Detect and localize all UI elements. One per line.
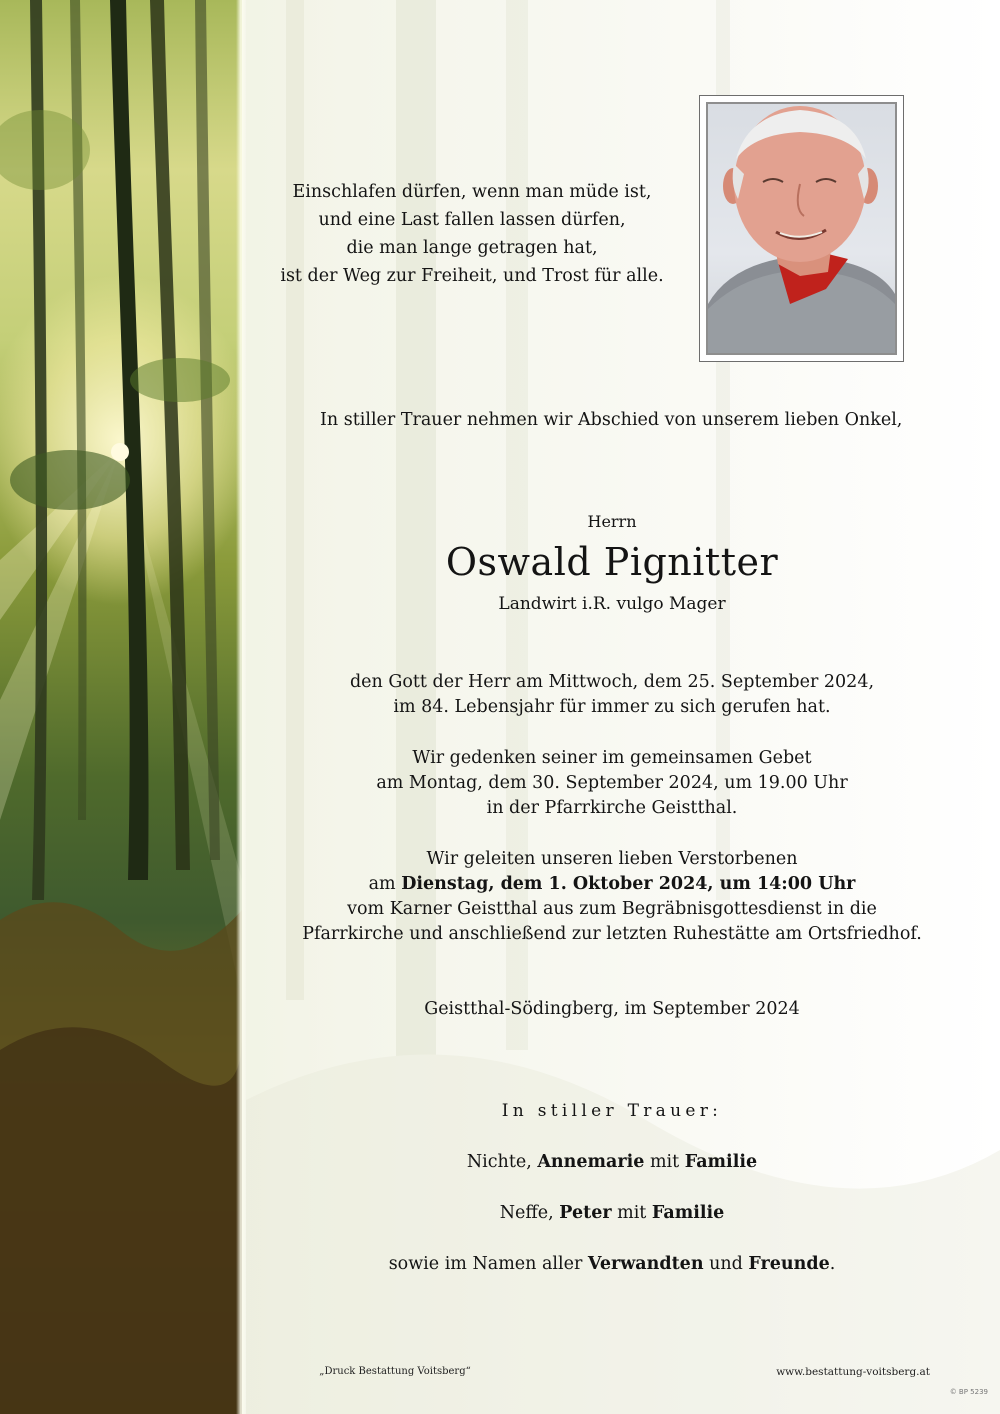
document-code: © BP 5239 bbox=[949, 1388, 988, 1396]
farewell-text: In stiller Trauer nehmen wir Abschied von unserem lieben Onkel, bbox=[320, 410, 903, 430]
mourner-entry bbox=[312, 1203, 912, 1223]
mourner-name: Verwandten bbox=[587, 1254, 704, 1274]
funeral-line: vom Karner Geistthal aus zum Begräbnisgottesdienst in die bbox=[347, 899, 877, 919]
forest-divider bbox=[236, 0, 246, 1414]
deceased-occupation: Landwirt i.R. vulgo Mager bbox=[498, 594, 726, 614]
prayer-notice bbox=[312, 746, 912, 821]
verse-line: und eine Last fallen lassen dürfen, bbox=[318, 210, 626, 230]
place-and-date: Geistthal-Södingberg, im September 2024 bbox=[424, 999, 800, 1019]
mourner-relation: Neffe, bbox=[499, 1203, 560, 1223]
portrait-illustration bbox=[708, 104, 895, 353]
prayer-line: in der Pfarrkirche Geistthal. bbox=[486, 798, 738, 818]
salutation: Herrn bbox=[587, 512, 637, 531]
portrait-frame bbox=[699, 95, 904, 362]
mourner-name: Peter bbox=[559, 1203, 612, 1223]
mourner-family: Familie bbox=[651, 1203, 725, 1223]
mourner-name: Annemarie bbox=[537, 1152, 645, 1172]
funeral-line: Pfarrkirche und anschließend zur letzten Ruhestätte am Ortsfriedhof. bbox=[302, 924, 922, 944]
prayer-line: Wir gedenken seiner im gemeinsamen Gebet bbox=[412, 748, 812, 768]
verse-line: Einschlafen dürfen, wenn man müde ist, bbox=[292, 182, 652, 202]
website-link[interactable]: www.bestattung-voitsberg.at bbox=[776, 1366, 930, 1378]
mourner-connector: und bbox=[703, 1254, 749, 1274]
mourner-family: Freunde bbox=[748, 1254, 830, 1274]
funeral-line: Wir geleiten unseren lieben Verstorbenen bbox=[426, 849, 798, 869]
mourner-connector: mit bbox=[644, 1152, 685, 1172]
funeral-date-prefix: am bbox=[368, 874, 402, 894]
forest-image bbox=[0, 0, 242, 1414]
printer-credit: „Druck Bestattung Voitsberg“ bbox=[319, 1366, 471, 1377]
portrait-photo bbox=[706, 102, 897, 355]
memorial-verse bbox=[272, 178, 672, 290]
verse-line: die man lange getragen hat, bbox=[346, 238, 598, 258]
mourners-heading: In stiller Trauer: bbox=[501, 1101, 723, 1121]
prayer-line: am Montag, dem 30. September 2024, um 19.00 Uhr bbox=[376, 773, 848, 793]
forest-trees-illustration bbox=[0, 0, 242, 1414]
death-line: im 84. Lebensjahr für immer zu sich gerufen hat. bbox=[393, 697, 831, 717]
mourner-connector: mit bbox=[611, 1203, 652, 1223]
death-line: den Gott der Herr am Mittwoch, dem 25. September 2024, bbox=[349, 672, 875, 692]
funeral-notice bbox=[302, 847, 922, 947]
mourner-entry bbox=[312, 1152, 912, 1172]
death-notice bbox=[312, 670, 912, 720]
funeral-date-line bbox=[302, 872, 922, 897]
funeral-date: Dienstag, dem 1. Oktober 2024, um 14:00 Uhr bbox=[401, 874, 856, 894]
deceased-name: Oswald Pignitter bbox=[445, 540, 779, 584]
mourner-relation: sowie im Namen aller bbox=[388, 1254, 588, 1274]
verse-line: ist der Weg zur Freiheit, und Trost für alle. bbox=[280, 266, 664, 286]
mourner-family: Familie bbox=[684, 1152, 758, 1172]
mourner-suffix: . bbox=[829, 1254, 836, 1274]
mourner-entry bbox=[312, 1254, 912, 1274]
mourner-relation: Nichte, bbox=[466, 1152, 538, 1172]
